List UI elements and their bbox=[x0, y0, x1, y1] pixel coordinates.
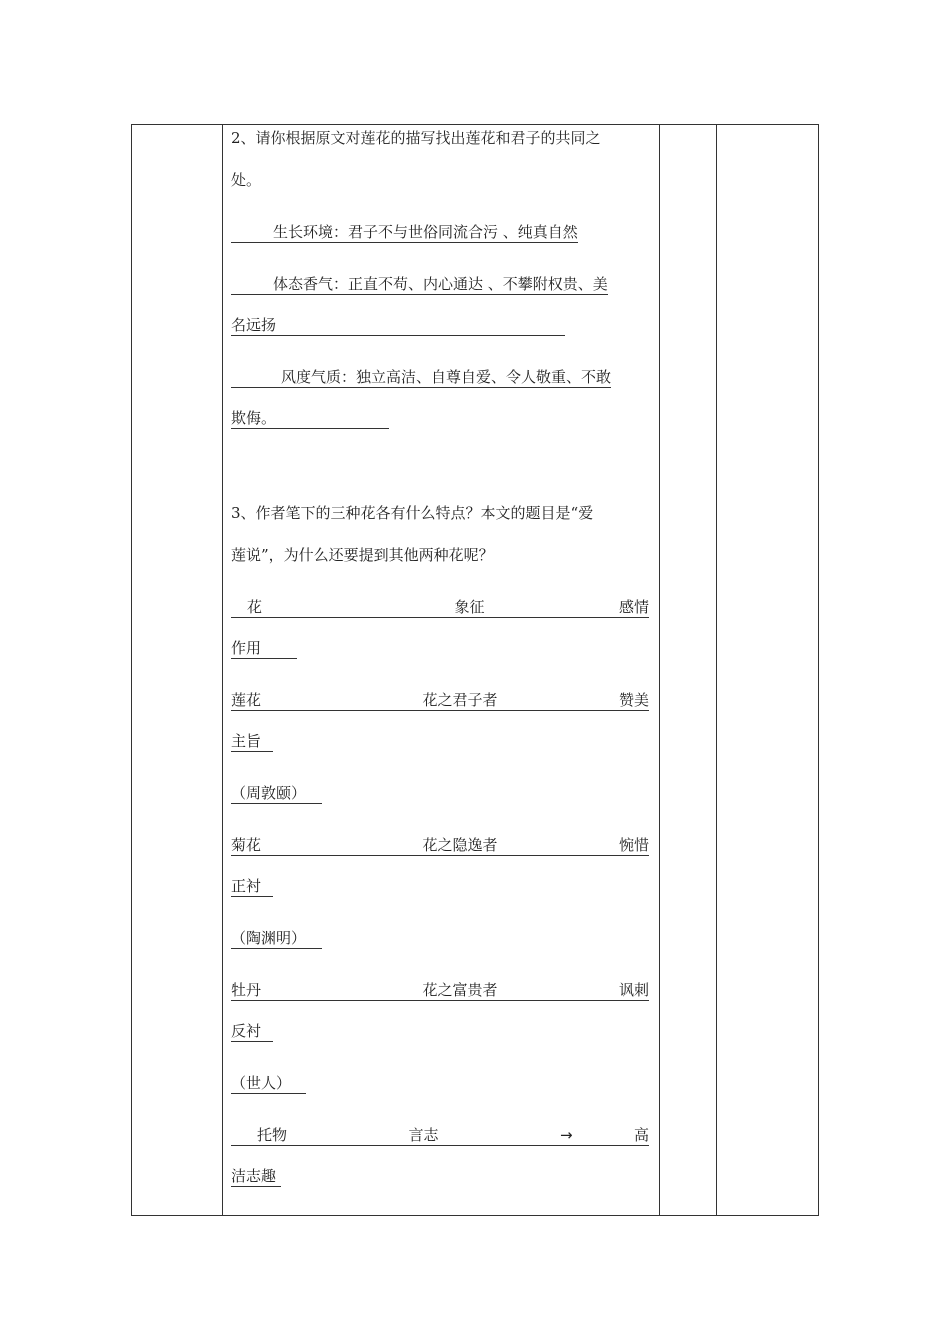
row-symbol: 花之富贵者 bbox=[422, 981, 498, 999]
summary-word-3: 高 bbox=[633, 1126, 649, 1144]
table-row-wrap: 反衬 bbox=[231, 1021, 273, 1042]
table-row-person: （陶渊明） bbox=[231, 928, 322, 949]
answer-demeanor-line2: 欺侮。 bbox=[231, 408, 389, 429]
row-flower: 菊花 bbox=[231, 836, 262, 854]
header-symbol: 象征 bbox=[454, 598, 485, 616]
row-feeling: 讽刺 bbox=[618, 981, 649, 999]
row-symbol: 花之君子者 bbox=[422, 691, 498, 709]
table-row-person: （世人） bbox=[231, 1073, 306, 1094]
header-feeling: 感情 bbox=[618, 598, 649, 616]
summary-word-1: 托物 bbox=[257, 1126, 288, 1144]
table-header-row-wrap: 作用 bbox=[231, 638, 297, 659]
table-row-person: （周敦颐） bbox=[231, 783, 322, 804]
column-divider bbox=[222, 125, 223, 1215]
question-3-line1: 3、作者笔下的三种花各有什么特点？本文的题目是“爱 bbox=[231, 504, 594, 522]
row-flower: 牡丹 bbox=[231, 981, 262, 999]
table-row bbox=[231, 980, 649, 1001]
question-3-line2: 莲说”，为什么还要提到其他两种花呢？ bbox=[231, 546, 494, 564]
table-row bbox=[231, 690, 649, 711]
column-divider bbox=[659, 125, 660, 1215]
table-row-wrap: 正衬 bbox=[231, 876, 273, 897]
row-feeling: 惋惜 bbox=[618, 836, 649, 854]
answer-demeanor-line1: 风度气质：独立高洁、自尊自爱、令人敬重、不敢 bbox=[231, 367, 611, 388]
answer-growth-environment: 生长环境：君子不与世俗同流合污 、纯真自然 bbox=[231, 222, 578, 243]
row-feeling: 赞美 bbox=[618, 691, 649, 709]
table-header-row bbox=[231, 597, 649, 618]
answer-posture-fragrance-line1: 体态香气：正直不苟、内心通达 、不攀附权贵、美 bbox=[231, 274, 608, 295]
summary-word-2: 言志 bbox=[408, 1126, 439, 1144]
answer-posture-fragrance-line2: 名远扬 bbox=[231, 315, 565, 336]
table-row bbox=[231, 835, 649, 856]
question-2-line1: 2、请你根据原文对莲花的描写找出莲花和君子的共同之 bbox=[231, 129, 601, 147]
header-flower: 花 bbox=[247, 598, 263, 616]
question-2-line2: 处。 bbox=[231, 171, 262, 189]
row-symbol: 花之隐逸者 bbox=[422, 836, 498, 854]
summary-row-wrap: 洁志趣 bbox=[231, 1166, 281, 1187]
column-divider bbox=[716, 125, 717, 1215]
table-row-wrap: 主旨 bbox=[231, 731, 273, 752]
summary-row bbox=[231, 1125, 649, 1146]
row-flower: 莲花 bbox=[231, 691, 262, 709]
right-arrow-icon: → bbox=[559, 1126, 573, 1144]
